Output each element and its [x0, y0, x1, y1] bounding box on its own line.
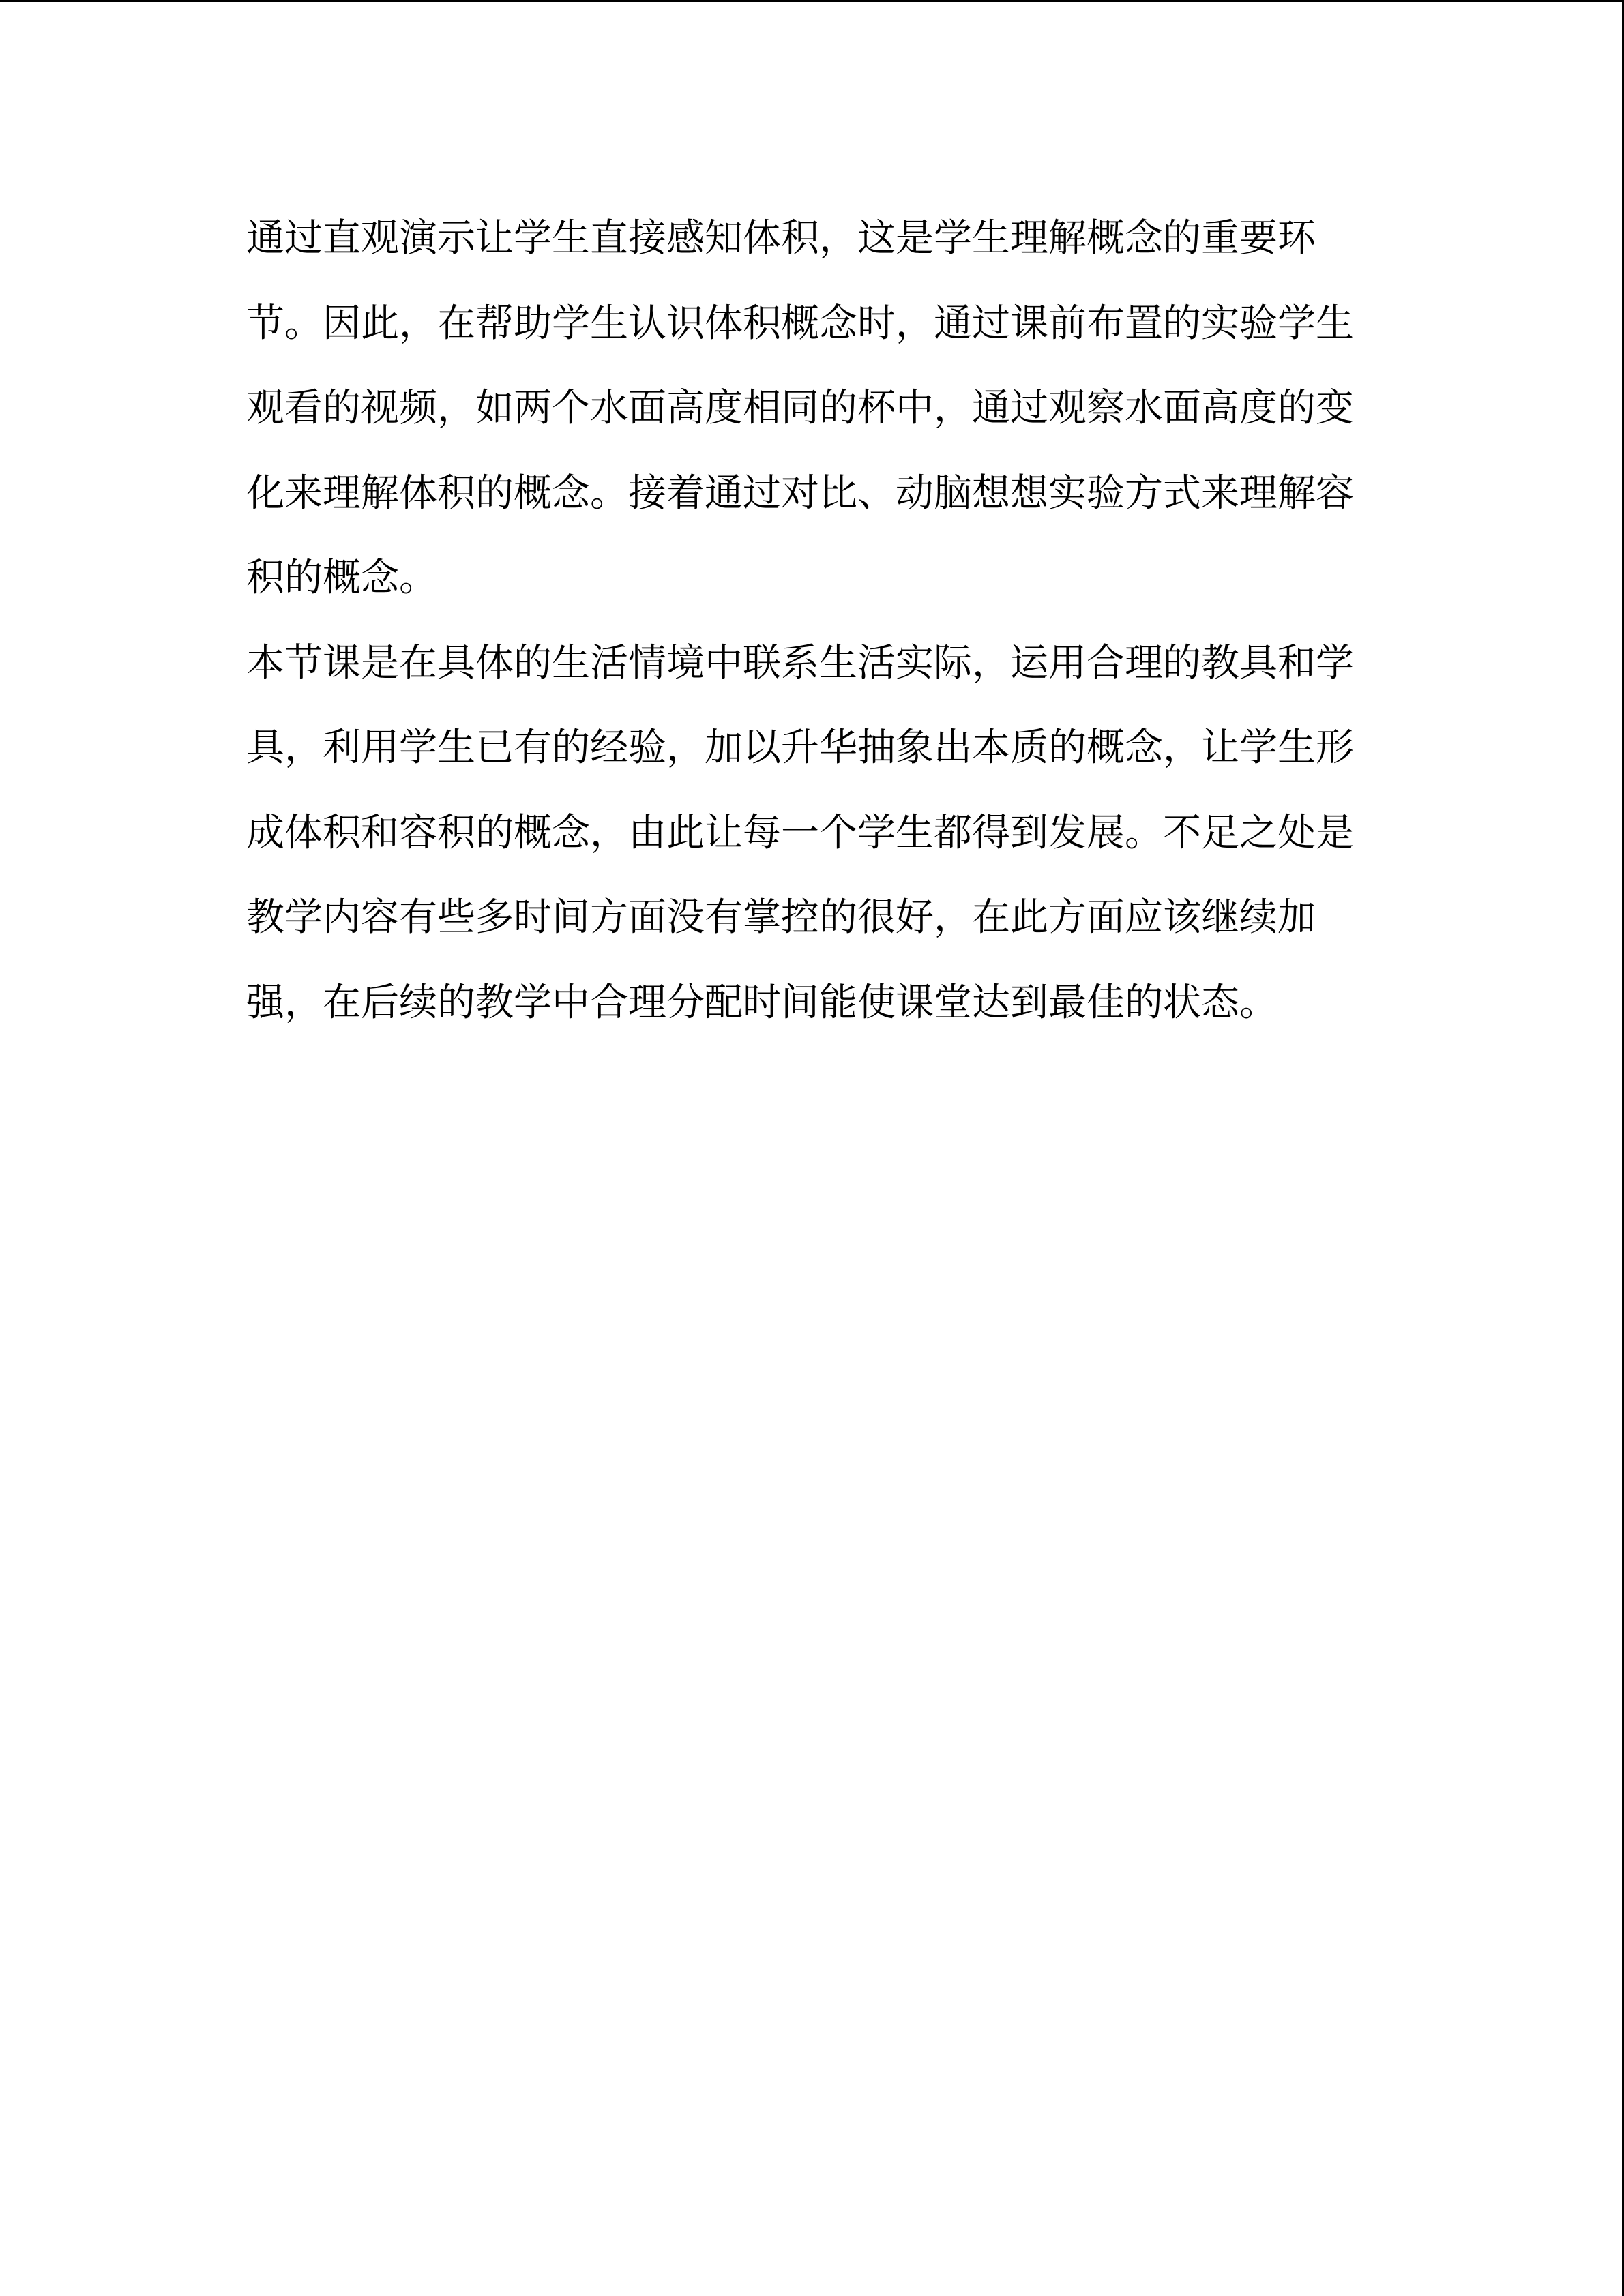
text-line: 教学内容有些多时间方面没有掌控的很好，在此方面应该继续加 [246, 895, 1316, 940]
text-line: 观看的视频，如两个水面高度相同的杯中，通过观察水面高度的变 [246, 386, 1354, 430]
page-border-top [0, 0, 1624, 2]
text-line: 化来理解体积的概念。接着通过对比、动脑想想实验方式来理解容 [246, 471, 1354, 516]
text-line: 具，利用学生已有的经验，加以升华抽象出本质的概念，让学生形 [246, 726, 1354, 770]
document-body [246, 196, 1406, 1045]
text-line: 节。因此，在帮助学生认识体积概念时，通过课前布置的实验学生 [246, 301, 1354, 346]
text-line: 通过直观演示让学生直接感知体积，这是学生理解概念的重要环 [246, 216, 1316, 260]
text-line: 本节课是在具体的生活情境中联系生活实际，运用合理的教具和学 [246, 640, 1354, 685]
text-line: 成体积和容积的概念，由此让每一个学生都得到发展。不足之处是 [246, 810, 1354, 855]
text-line: 积的概念。 [246, 556, 437, 600]
text-line: 强，在后续的教学中合理分配时间能使课堂达到最佳的状态。 [246, 980, 1278, 1025]
